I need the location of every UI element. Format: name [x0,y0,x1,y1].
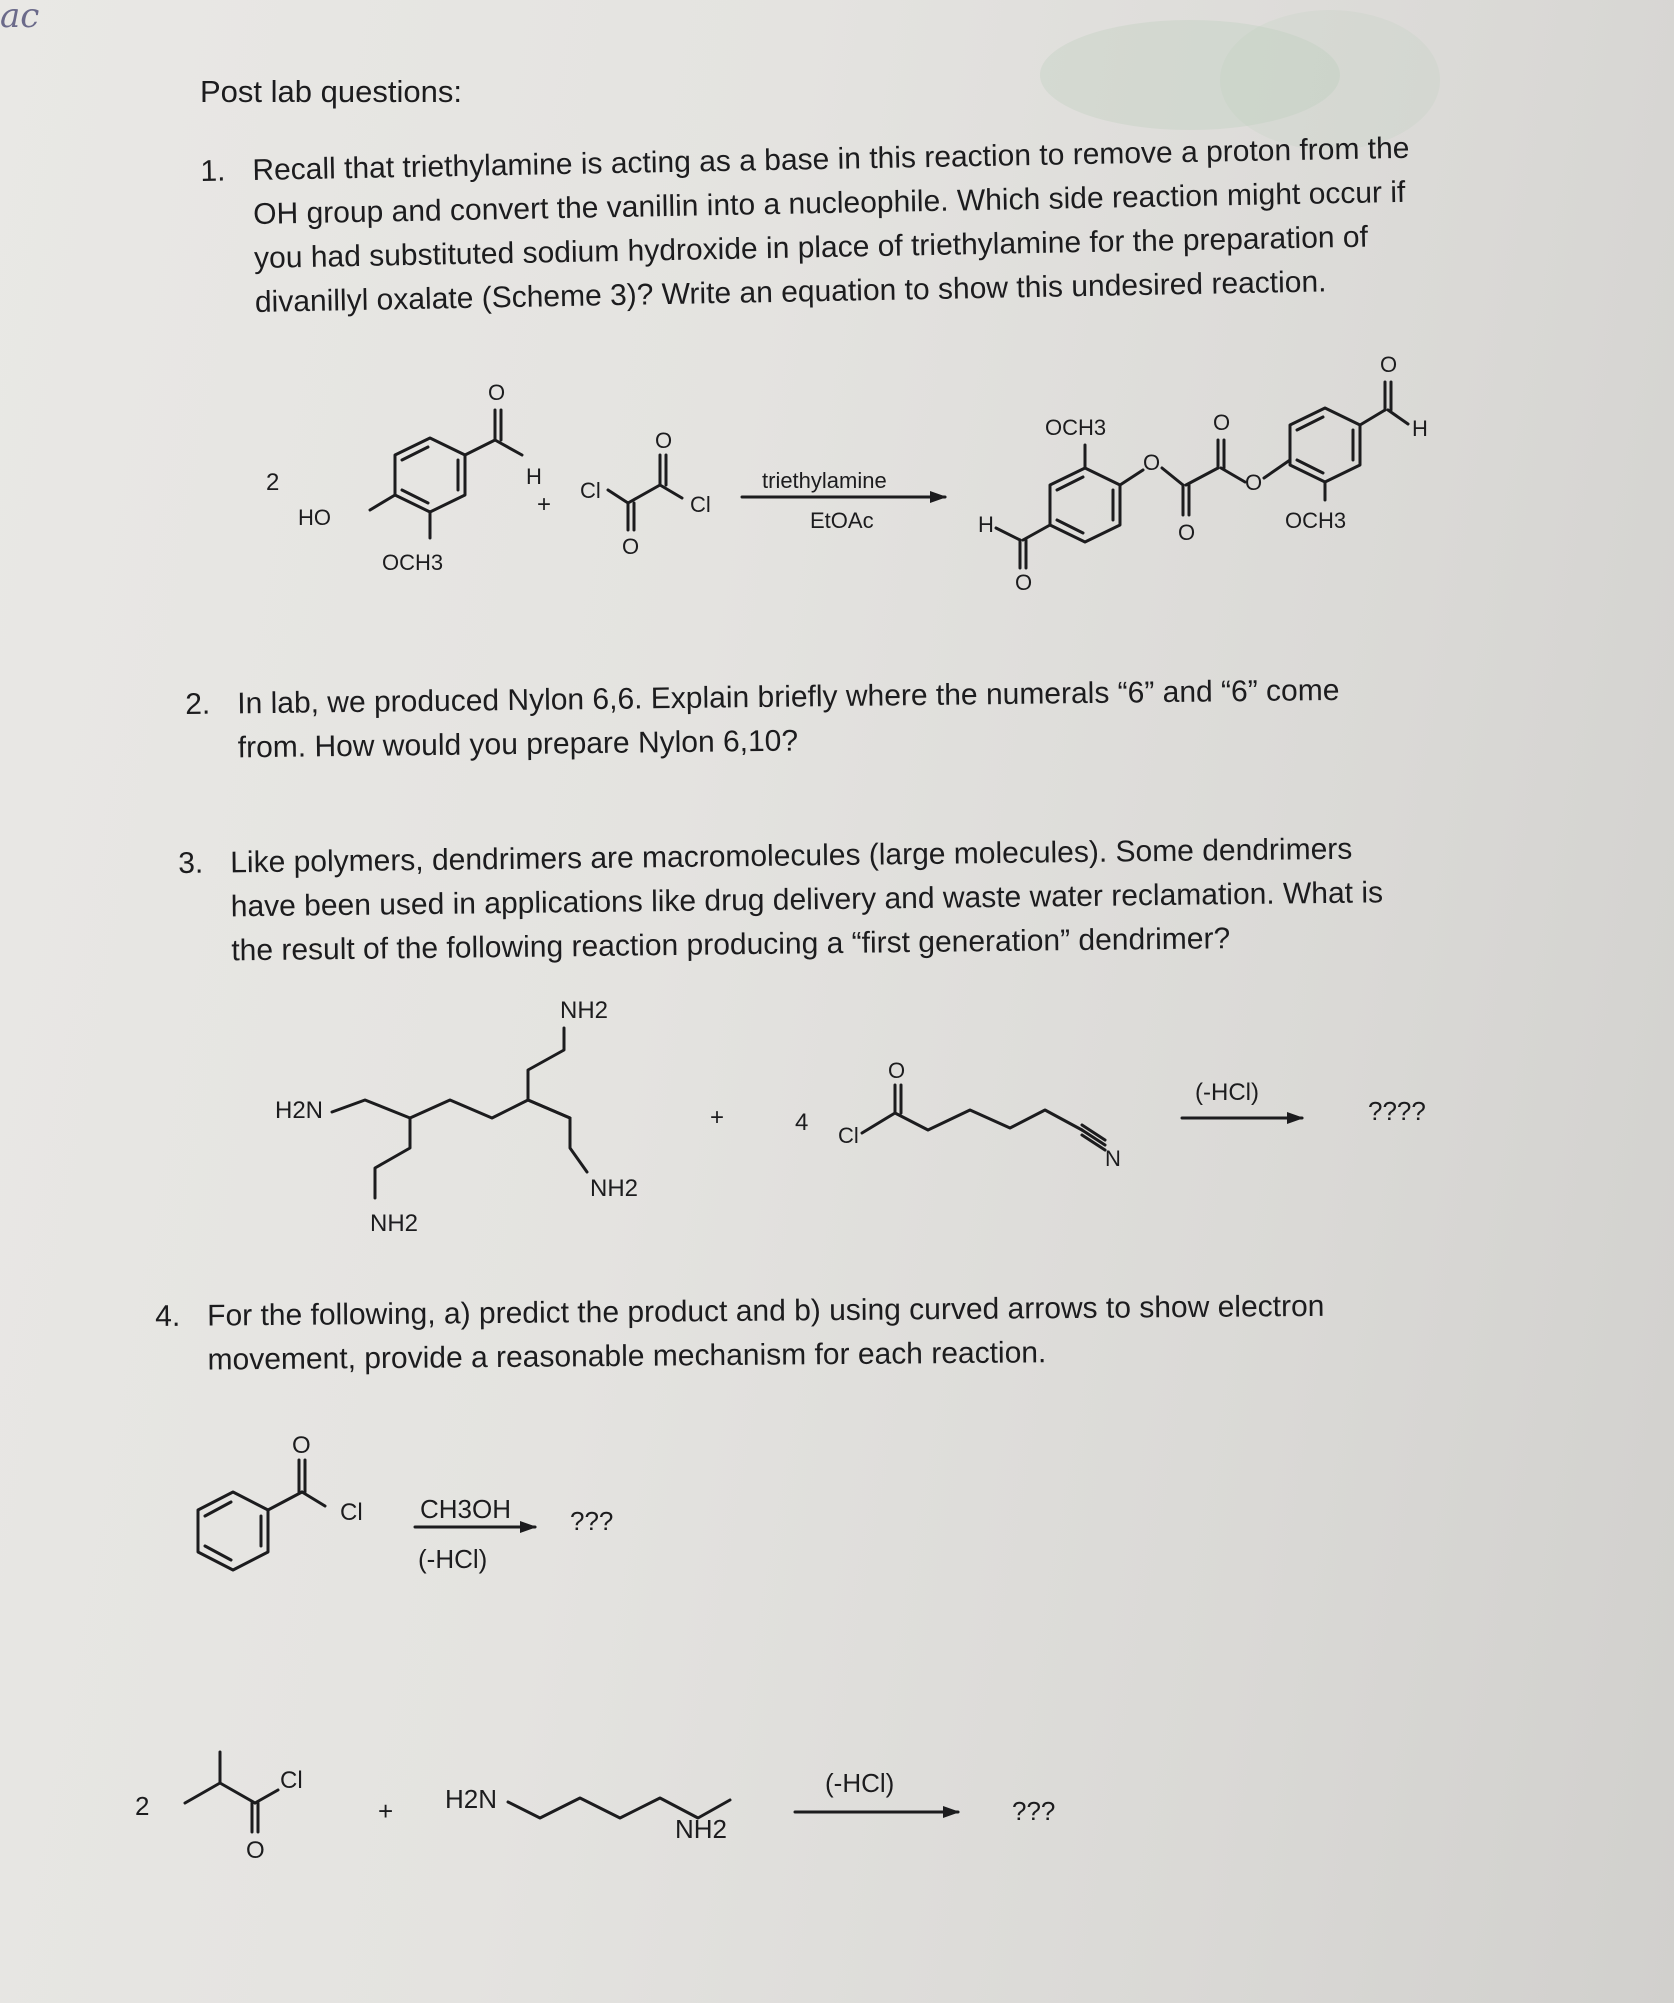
oxygen-label: O [1380,352,1398,377]
unknown-product: ???? [1368,1096,1426,1126]
chlorine-label: Cl [838,1123,859,1148]
handwritten-margin-note: ac [0,0,40,36]
condition-label: (-HCl) [1195,1079,1259,1106]
methoxy-label: OCH3 [1045,415,1107,440]
question-text-line: the result of the following reaction producing a “first generation” dendrimer? [231,922,1231,968]
bond [1120,470,1143,485]
chlorine-label: Cl [340,1499,363,1526]
coefficient: 4 [795,1109,809,1136]
bond [1221,468,1245,482]
oxygen-label: O [888,1058,906,1083]
question-number: 2. [185,687,211,721]
bond [1023,525,1050,540]
plus-sign: + [537,491,552,518]
hydrogen-label: H [978,512,994,537]
bond [1264,460,1290,478]
oxygen-label: O [622,534,640,559]
vanillin-benzene-ring [395,438,465,512]
hydroxyl-label: HO [298,505,331,530]
isopropyl-branch [185,1783,255,1803]
reagent-label: (-HCl) [418,1544,488,1574]
oxygen-label: O [1143,450,1161,475]
reagent-label: triethylamine [762,468,887,493]
bond [255,1790,278,1803]
methoxy-label: OCH3 [1285,508,1347,533]
question-text-line: from. How would you prepare Nylon 6,10? [237,724,799,765]
bond [996,528,1020,540]
bond [370,495,395,510]
bond [1162,468,1183,485]
oxygen-label: O [1015,570,1033,595]
question-text-line: divanillyl oxalate (Scheme 3)? Write an equation to show this undesired reaction. [254,265,1327,319]
bond [628,485,660,503]
bond [465,440,495,455]
amine-label: NH2 [590,1175,639,1202]
product-benzene-ring-left [1050,468,1120,542]
question-text-line: In lab, we produced Nylon 6,6. Explain briefly where the numerals “6” and “6” come [237,673,1340,721]
chlorine-label: Cl [580,478,601,503]
hydrogen-label: H [1412,416,1428,441]
arrow-head [1287,1112,1304,1124]
question-text-line: have been used in applications like drug delivery and waste water reclamation. What is [230,876,1384,924]
coefficient: 2 [135,1791,150,1821]
bond [302,1492,325,1506]
chlorine-label: Cl [280,1767,303,1794]
amine-label: NH2 [675,1814,728,1844]
oxygen-label: O [1178,520,1196,545]
question-text-line: Like polymers, dendrimers are macromolecules (large molecules). Some dendrimers [230,832,1353,880]
oxygen-label: O [655,428,673,453]
question-3 [178,827,1384,974]
oxygen-label: O [1245,470,1263,495]
amine-label: NH2 [560,997,609,1024]
unknown-product: ??? [1012,1796,1056,1826]
arrow-head [520,1521,537,1533]
chlorine-label: Cl [690,492,711,517]
question-number: 4. [155,1299,181,1333]
bond [1186,468,1218,485]
scheme-1-oxalate-synthesis [250,352,1430,600]
question-2 [185,669,1340,771]
amine-label: H2N [275,1097,324,1124]
hydrogen-label: H [526,464,542,489]
question-number: 1. [200,154,226,188]
bond [268,1492,302,1510]
question-1 [200,127,1412,326]
arrow-head [943,1806,960,1818]
oxygen-label: O [246,1837,265,1864]
oxygen-label: O [292,1432,311,1459]
oxygen-label: O [488,380,506,405]
amine-label: NH2 [370,1210,419,1237]
bond [528,1028,564,1100]
question-text-line: you had substituted sodium hydroxide in place of triethylamine for the preparation of [253,220,1369,275]
bond [495,440,522,455]
post-lab-heading: Post lab questions: [200,74,462,109]
methoxy-label: OCH3 [382,550,444,575]
question-number: 3. [178,846,204,880]
coefficient: 2 [266,469,280,496]
question-text-line: movement, provide a reasonable mechanism for each reaction. [207,1336,1047,1377]
oxygen-label: O [1213,410,1231,435]
condition-label: (-HCl) [825,1768,895,1798]
unknown-product: ??? [570,1506,614,1536]
bond [608,490,628,503]
reagent-label: CH3OH [420,1494,512,1524]
question-text-line: For the following, a) predict the product and b) using curved arrows to show electron [207,1289,1325,1333]
question-4 [155,1285,1325,1383]
scheme-4-diamide [130,1720,1130,1890]
bond [528,1100,587,1172]
plus-sign: + [710,1104,725,1131]
benzene-ring [198,1492,268,1570]
bond [1388,410,1408,424]
bond [375,1118,410,1198]
plus-sign: + [378,1796,394,1826]
scheme-2-dendrimer [270,990,1470,1250]
product-benzene-ring-right [1290,408,1360,482]
amine-label: H2N [445,1784,498,1814]
nitrogen-label: N [1105,1146,1121,1171]
question-text-line: OH group and convert the vanillin into a nucleophile. Which side reaction might occur if [252,175,1406,231]
arrow-head [930,491,947,503]
solvent-label: EtOAc [810,508,874,533]
bond [1360,410,1385,425]
bond [660,485,682,498]
scheme-3-benzoyl-chloride [190,1430,650,1600]
question-text-line: Recall that triethylamine is acting as a base in this reaction to remove a proton from the [252,131,1410,187]
